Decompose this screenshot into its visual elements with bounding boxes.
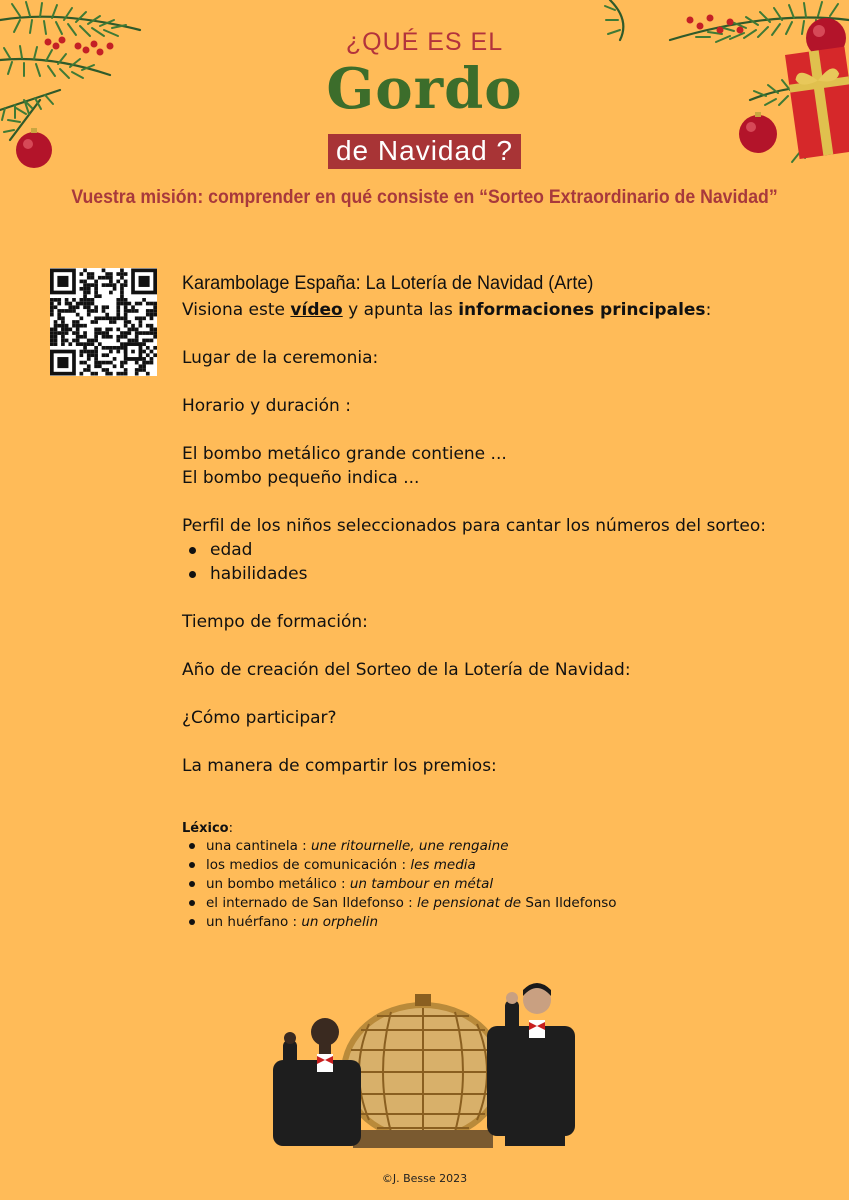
lexico-colon: : (228, 821, 233, 836)
perfil-list (182, 538, 802, 586)
lexico-fr: un orphelin (301, 914, 379, 930)
lexico-list (182, 837, 617, 932)
lexico-es: los medios de comunicación : (206, 857, 411, 873)
title-banner (0, 134, 849, 169)
question-bombo-grande: El bombo metálico grande contiene ... (182, 444, 507, 464)
lexico-fr: les media (410, 857, 476, 873)
child-right-icon (487, 983, 575, 1146)
lexico-fr: une ritournelle, une rengaine (311, 838, 509, 854)
video-link[interactable]: vídeo (290, 300, 343, 320)
list-item: edad (210, 538, 802, 562)
question-perfil: Perfil de los niños seleccionados para cantar los números del sorteo: (182, 516, 767, 536)
footer-copyright: ©J. Besse 2023 (381, 1172, 468, 1185)
question-lugar: Lugar de la ceremonia: (182, 348, 379, 368)
child-left-icon (273, 1018, 361, 1146)
lexico-tail: San Ildefonso (521, 895, 617, 911)
question-participar: ¿Cómo participar? (182, 708, 337, 728)
main-content (182, 270, 802, 778)
question-compartir: La manera de compartir los premios: (182, 756, 497, 776)
question-horario: Horario y duración : (182, 396, 351, 416)
lexico-fr: le pensionat de (416, 895, 522, 911)
list-item (206, 894, 617, 913)
question-tiempo: Tiempo de formación: (182, 612, 368, 632)
list-item: habilidades (210, 562, 802, 586)
intro-instruction (182, 298, 802, 322)
question-anio: Año de creación del Sorteo de la Lotería de Navidad: (182, 660, 631, 680)
lottery-drum-icon (341, 994, 505, 1148)
title-de-navidad: de Navidad ? (328, 134, 521, 169)
lexico-title (182, 820, 233, 838)
lexico-es: una cantinela : (206, 838, 311, 854)
intro-text-3: : (705, 300, 712, 320)
lexico-es: un huérfano : (206, 914, 302, 930)
title-gordo: Gordo (326, 56, 523, 122)
mission-statement: Vuestra misión: comprender en qué consiste en “Sorteo Extraordinario de Navidad” (71, 187, 778, 208)
lexico-es: un bombo metálico : (206, 876, 350, 892)
video-title: Karambolage España: La Lotería de Navidad (Arte) (182, 273, 594, 294)
lexico-fr: un tambour en métal (349, 876, 494, 892)
qr-code-icon[interactable] (50, 268, 157, 376)
lexico-label: Léxico (182, 821, 229, 836)
intro-text-2: y apunta las (342, 300, 459, 320)
list-item (206, 875, 617, 894)
lexico-es: el internado de San Ildefonso : (206, 895, 417, 911)
list-item (206, 837, 617, 856)
question-bombo-pequeno: El bombo pequeño indica ... (182, 468, 420, 488)
intro-bold: informaciones principales (458, 300, 706, 320)
list-item (206, 913, 617, 932)
title-question-start: ¿QUÉ ES EL (345, 28, 504, 56)
intro-text-1: Visiona este (182, 300, 291, 320)
lottery-drum-illustration (265, 980, 585, 1150)
list-item (206, 856, 617, 875)
